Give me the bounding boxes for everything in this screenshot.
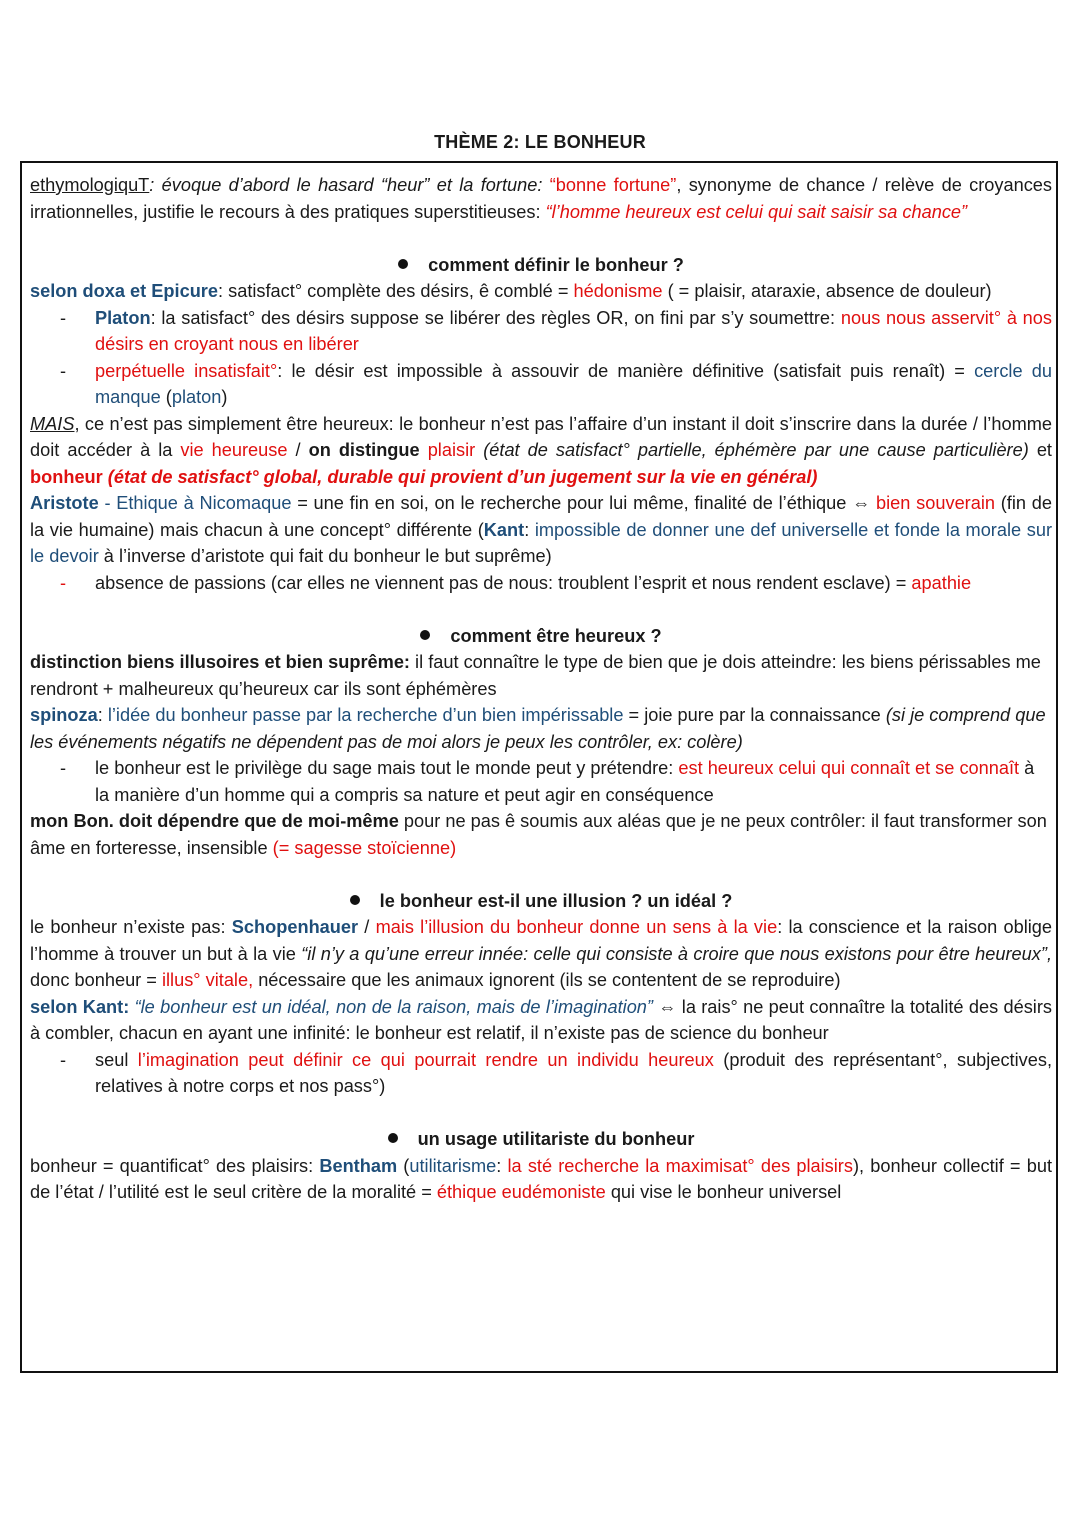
- doxa-text-2: ( = plaisir, ataraxie, absence de douleur): [662, 281, 992, 301]
- schopenhauer-term: Schopenhauer: [231, 917, 359, 937]
- imagination-text: l’imagination peut définir ce qui pourrait rendre un individu heureux: [137, 1049, 714, 1070]
- utilitarisme-term: utilitarisme: [409, 1155, 497, 1176]
- stoic-paragraph: [30, 808, 1052, 861]
- kant-paragraph: [30, 994, 1052, 1047]
- schopenhauer-intro: le bonheur n’existe pas:: [30, 917, 232, 937]
- list-item-imagination: [30, 1047, 1052, 1100]
- schopenhauer-text-2: donc bonheur =: [30, 970, 162, 990]
- section-heading-how: [30, 623, 1052, 650]
- imagination-prefix: seul: [95, 1049, 138, 1070]
- illusion-vitale: illus° vitale,: [161, 970, 254, 990]
- insatisfaction-text: : le désir est impossible à assouvir de manière définitive (satisfait puis renaît) =: [277, 360, 975, 381]
- schopenhauer-text-3: nécessaire que les animaux ignorent (ils se contentent de se reproduire): [253, 970, 841, 990]
- eudemoniste-term: éthique eudémoniste: [436, 1182, 606, 1202]
- kant-quote: “le bonheur est un idéal, non de la raison, mais de l’imagination”: [129, 996, 653, 1017]
- doxa-term: selon doxa et Epicure: [30, 281, 218, 301]
- doxa-paragraph: [30, 278, 1052, 305]
- stoic-text: pour ne pas ê soumis aux aléas que je ne peux contrôler: il faut transformer son âme en forteresse, insensible: [30, 811, 1047, 858]
- spinoza-text: = joie pure par la connaissance: [623, 705, 886, 725]
- illusion-sens: mais l’illusion du bonheur donne un sens à la vie: [375, 917, 778, 937]
- maximisation-text: la sté recherche la maximisat° des plaisirs: [507, 1155, 853, 1176]
- bullet-icon: [350, 895, 360, 905]
- bonne-fortune: “bonne fortune”: [549, 175, 677, 195]
- aristote-term: Aristote: [30, 493, 99, 513]
- dash-icon: -: [60, 758, 67, 778]
- heading-text: comment définir le bonheur ?: [428, 254, 684, 275]
- biens-text: il faut connaître le type de bien que je dois atteindre: les biens périssables me rendront + malheureux qu’heureux car ils sont éphémères: [30, 652, 1041, 699]
- stoic-term: mon Bon. doit dépendre que de moi-même: [30, 811, 399, 831]
- aristote-text: = une fin en soi, on le recherche pour lui même, finalité de l’éthique ⇔: [291, 493, 877, 513]
- spacer: [30, 1100, 1052, 1127]
- section-heading-illusion: [30, 888, 1052, 915]
- aristote-paragraph: [30, 490, 1052, 570]
- separator: /: [287, 440, 309, 460]
- spinoza-idea: l’idée du bonheur passe par la recherche d’un bien impérissable: [107, 705, 624, 725]
- distinction-label: on distingue: [308, 440, 420, 460]
- bentham-text-2: qui vise le bonheur universel: [605, 1182, 842, 1202]
- schopenhauer-paragraph: [30, 914, 1052, 994]
- aristote-text-3: à l’inverse d’aristote qui fait du bonheur le but suprême): [98, 546, 552, 566]
- etymology-text: : évoque d’abord le hasard “heur” et la fortune:: [149, 175, 550, 195]
- sage-quote: est heureux celui qui connaît et se connaît: [678, 758, 1020, 778]
- platon-text: : la satisfact° des désirs suppose se libérer des règles OR, on fini par s’y soumettre:: [150, 307, 841, 328]
- colon: :: [97, 705, 108, 725]
- imagination-text-2: (produit des représentant°, subjectives, relatives à notre corps et nos pass°): [95, 1049, 1052, 1096]
- list-item-sage: [30, 755, 1052, 808]
- paren-close: ): [221, 387, 228, 407]
- colon: :: [524, 519, 535, 540]
- bien-souverain: bien souverain: [876, 493, 996, 513]
- bonheur-term: bonheur: [30, 466, 103, 487]
- section-heading-utilitarian: [30, 1126, 1052, 1153]
- bentham-intro: bonheur = quantificat° des plaisirs:: [30, 1155, 320, 1176]
- heading-text: comment être heureux ?: [450, 625, 662, 646]
- dash-icon: -: [60, 360, 67, 381]
- aristote-text-2: (fin de la vie humaine) mais chacun à une concept° différente (: [30, 493, 1052, 540]
- kant-text: impossible de donner une def universelle et fonde la morale sur le devoir: [30, 519, 1053, 566]
- bentham-term: Bentham: [319, 1155, 398, 1176]
- spacer: [30, 225, 1052, 252]
- bentham-paragraph: [30, 1153, 1052, 1206]
- platon-ref: platon: [171, 387, 222, 407]
- platon-term: Platon: [95, 307, 151, 328]
- paren-open: (: [160, 387, 172, 407]
- etymology-text-2: , synonyme de chance / relève de croyances irrationnelles, justifie le recours à des pratiques superstitieuses:: [30, 175, 1053, 222]
- sage-text: le bonheur est le privilège du sage mais tout le monde peut y prétendre:: [95, 758, 679, 778]
- kant-label: selon Kant:: [30, 996, 130, 1017]
- kant-term: Kant: [483, 519, 525, 540]
- page-title: THÈME 2: LE BONHEUR: [434, 132, 646, 152]
- platon-conclusion: nous nous asservit° à nos désirs en croyant nous en libérer: [95, 307, 1052, 354]
- list-item-apathie: [30, 570, 1052, 597]
- section-heading-define: [30, 252, 1052, 279]
- nicomaque-ref: - Ethique à Nicomaque: [98, 493, 292, 513]
- mais-text: , ce n’est pas simplement être heureux: le bonheur n’est pas l’affaire d’un instant il doit s’inscrire dans la durée / l’homme doit accéder à la: [30, 413, 1052, 460]
- list-item-insatisfaction: [30, 358, 1052, 411]
- notes-body: [30, 172, 1052, 1206]
- dash-icon: -: [60, 572, 67, 593]
- bullet-icon: [388, 1133, 398, 1143]
- bentham-text: ), bonheur collectif = but de l’état / l’utilité est le seul critère de la moralité =: [30, 1155, 1052, 1202]
- spacer: [30, 861, 1052, 888]
- stoic-ref: (= sagesse stoïcienne): [272, 837, 457, 858]
- bonheur-def: (état de satisfact° global, durable qui provient d’un jugement sur la vie en général): [102, 466, 818, 487]
- separator: /: [358, 917, 376, 937]
- biens-paragraph: [30, 649, 1052, 702]
- list-item-platon: [30, 305, 1052, 358]
- heading-text: un usage utilitariste du bonheur: [417, 1129, 695, 1149]
- schopenhauer-text: : la conscience et la raison oblige l’homme à trouver un but à la vie: [30, 917, 1052, 964]
- sage-text-2: à la manière d’un homme qui a compris sa nature et peut agir en conséquence: [95, 758, 1035, 805]
- mais-term: MAIS: [30, 413, 75, 434]
- plaisir-def: (état de satisfact° partielle, éphémère par une cause particulière): [475, 440, 1029, 460]
- connector: et: [1028, 440, 1052, 460]
- schopenhauer-quote: “il n’y a qu’une erreur innée: celle qui consiste à croire que nous existons pour être heureux”,: [301, 943, 1052, 964]
- mais-paragraph: [30, 411, 1052, 491]
- cercle-term: cercle du manque: [95, 360, 1052, 407]
- vie-heureuse: vie heureuse: [180, 440, 288, 460]
- etymology-quote: “l’homme heureux est celui qui sait saisir sa chance”: [545, 201, 968, 222]
- bullet-icon: [398, 259, 408, 269]
- spinoza-example: (si je comprend que les événements négatifs ne dépendent pas de moi alors je peux les contrôler, ex: colère): [30, 705, 1046, 752]
- apathie-term: apathie: [911, 572, 972, 593]
- spinoza-paragraph: [30, 702, 1052, 755]
- spinoza-term: spinoza: [30, 705, 98, 725]
- space: [420, 440, 428, 460]
- etymology-paragraph: [30, 172, 1052, 225]
- colon: :: [496, 1155, 508, 1176]
- hedonisme-term: hédonisme: [573, 281, 663, 301]
- dash-icon: -: [60, 307, 67, 328]
- kant-explanation: ⇔ la rais° ne peut connaître la totalité des désirs à combler, chacun en ayant une infinité: le bonheur est relatif, il n’existe pas de science du bonheur: [30, 996, 1052, 1043]
- doxa-text: : satisfact° complète des désirs, ê comblé =: [218, 281, 574, 301]
- etymology-term: ethymologiquT: [30, 175, 150, 195]
- spacer: [30, 596, 1052, 623]
- apathie-text: absence de passions (car elles ne viennent pas de nous: troublent l’esprit et nous rendent esclave) =: [95, 572, 912, 593]
- insatisfaction-term: perpétuelle insatisfait°: [95, 360, 278, 381]
- heading-text: le bonheur est-il une illusion ? un idéal ?: [379, 890, 733, 911]
- biens-term: distinction biens illusoires et bien suprême:: [30, 652, 410, 672]
- dash-icon: -: [60, 1049, 67, 1070]
- plaisir-term: plaisir: [427, 440, 476, 460]
- bullet-icon: [420, 630, 430, 640]
- paren-open: (: [397, 1155, 410, 1176]
